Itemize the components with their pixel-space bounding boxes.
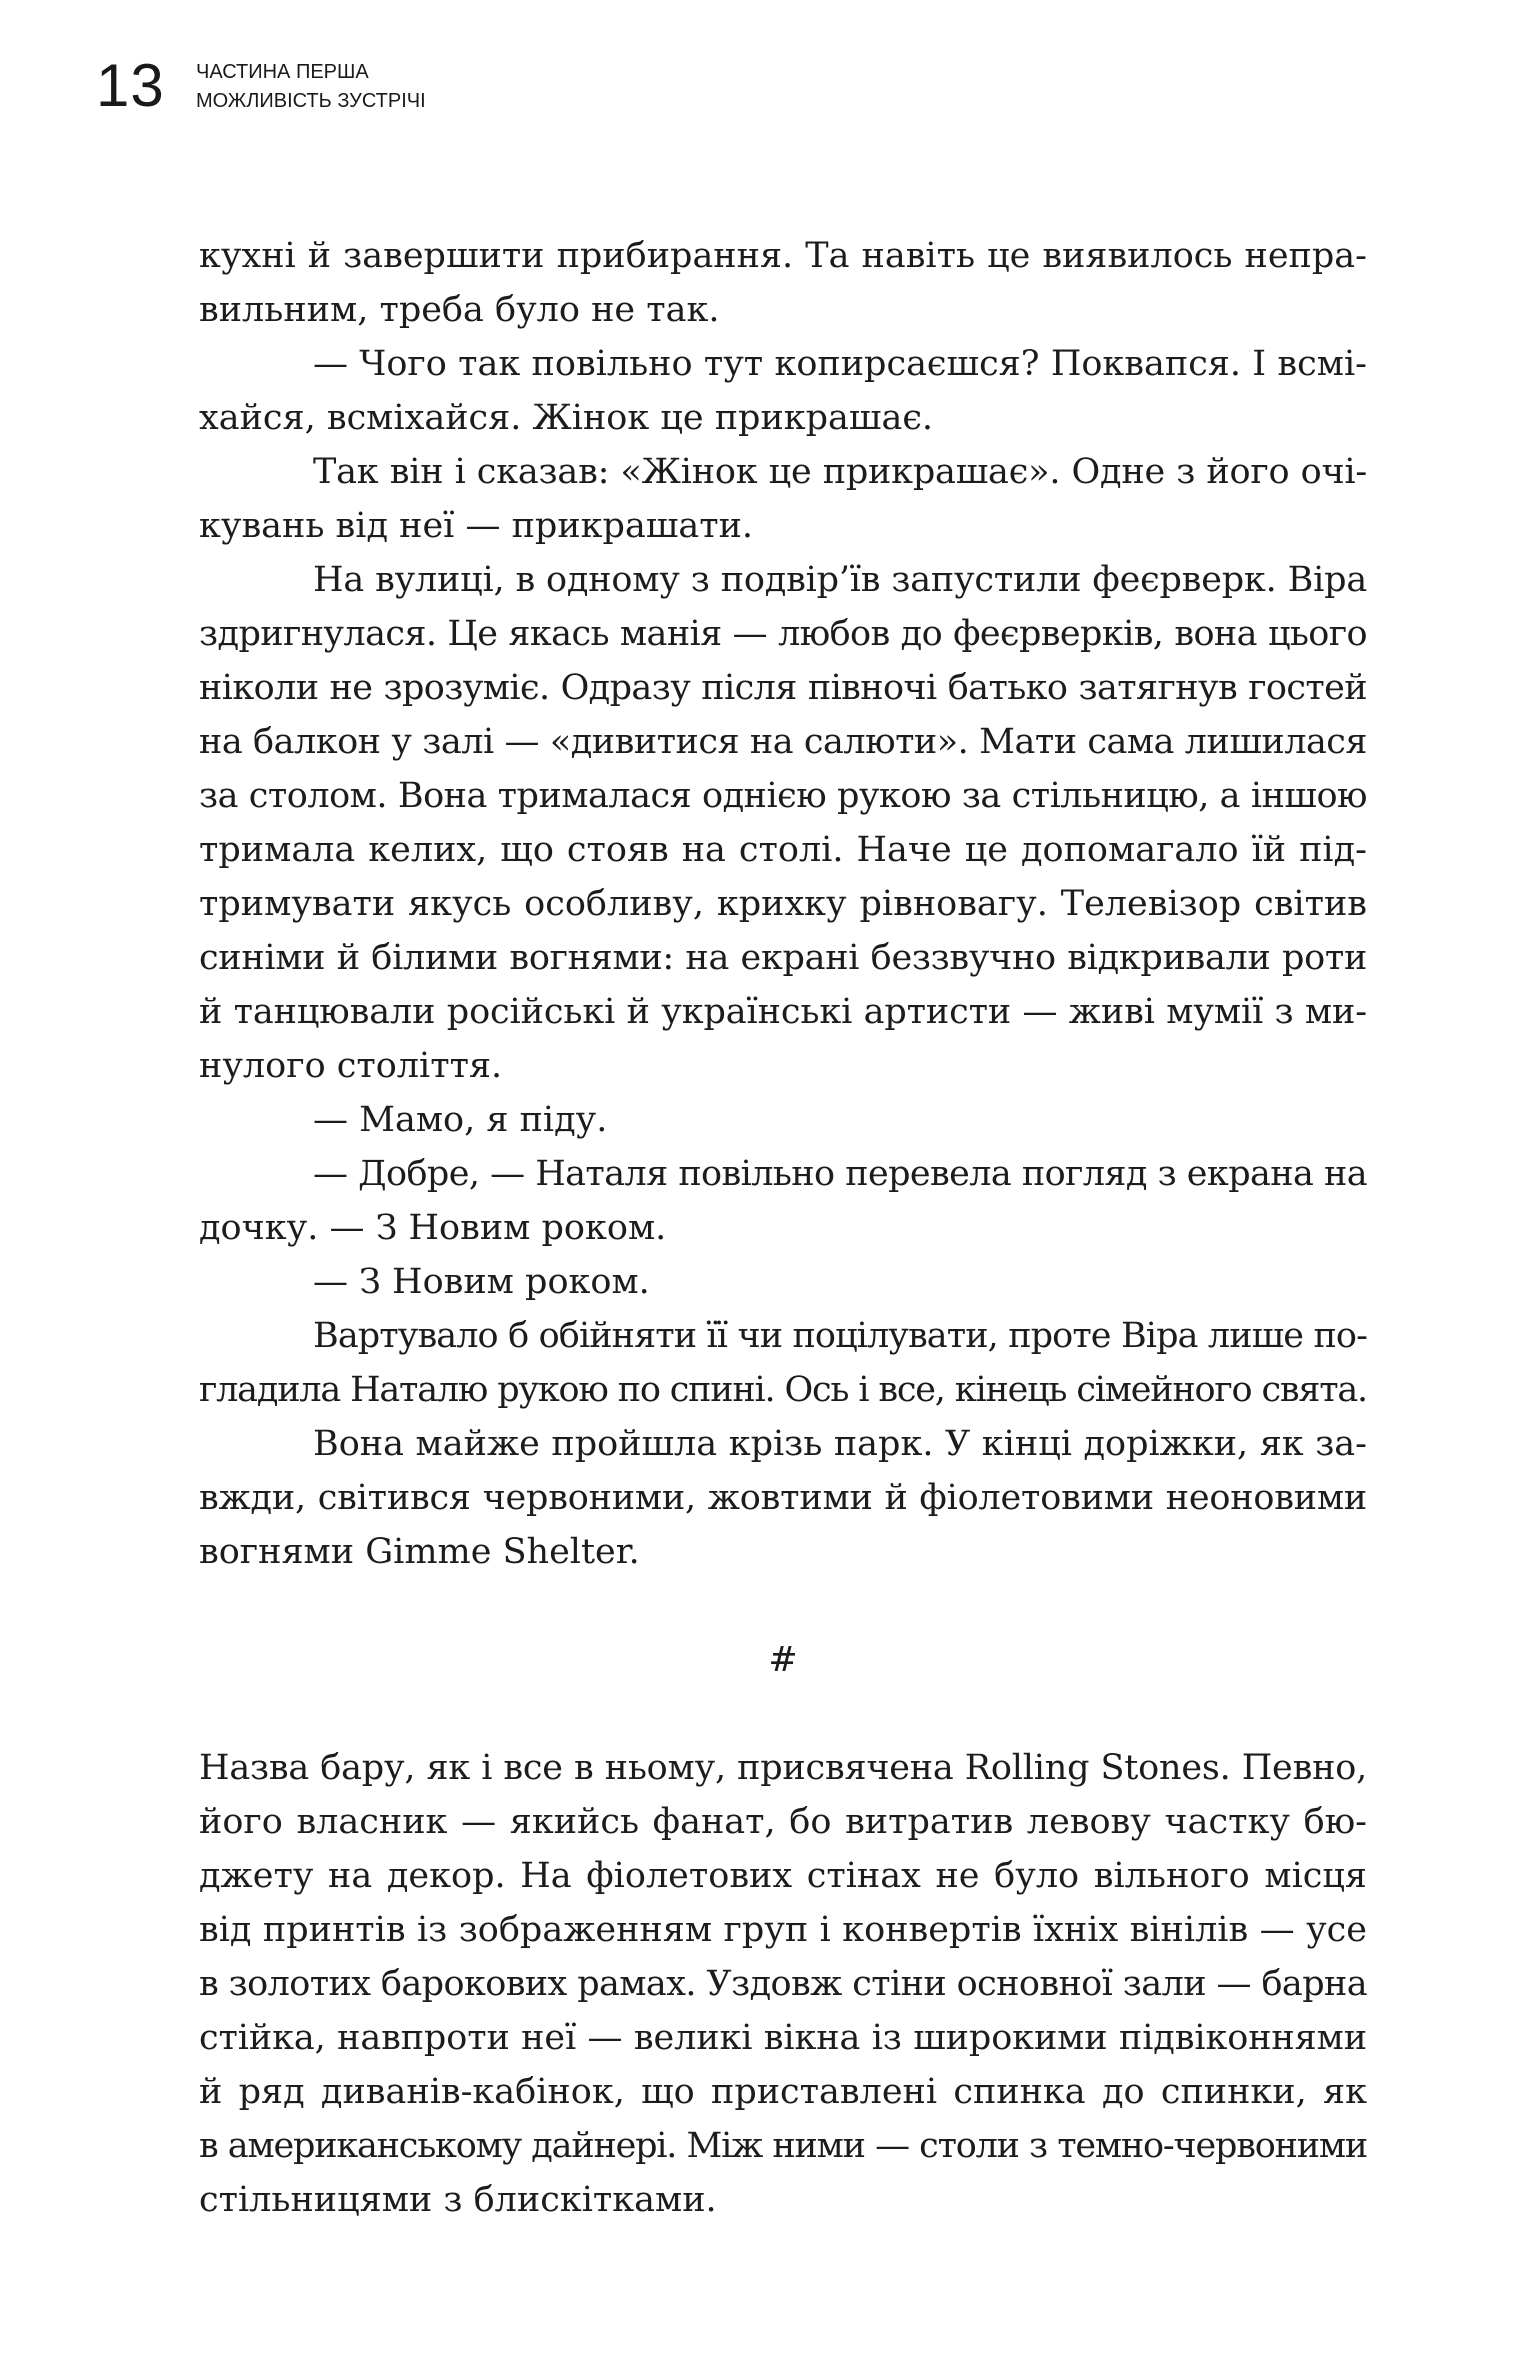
- text-line: На вулиці, в одному з подвір’їв запустили феєрверк. Віра: [313, 560, 1367, 600]
- text-line: й ряд диванів-кабінок, що приставлені спинка до спинки, як: [199, 2072, 1367, 2112]
- text-line: вогнями Gimme Shelter.: [199, 1532, 640, 1572]
- text-line: ніколи не зрозуміє. Одразу після півночі батько затягнув гостей: [199, 668, 1367, 708]
- text-line: в золотих барокових рамах. Уздовж стіни основної зали — барна: [199, 1964, 1367, 2004]
- text-line: здригнулася. Це якась манія — любов до феєрверків, вона цього: [199, 614, 1367, 654]
- running-head: [196, 58, 696, 116]
- part-title: ЧАСТИНА ПЕРША: [196, 61, 369, 83]
- text-line: Вартувало б обійняти її чи поцілувати, проте Віра лише по-: [313, 1316, 1367, 1356]
- text-line: Вона майже пройшла крізь парк. У кінці доріжки, як за-: [313, 1424, 1367, 1464]
- text-line: гладила Наталю рукою по спині. Ось і все, кінець сімейного свята.: [199, 1370, 1367, 1410]
- text-line: Так він і сказав: «Жінок це прикрашає». Одне з його очі-: [313, 452, 1367, 492]
- text-line: — Чого так повільно тут копирсаєшся? Поквапся. І всмі-: [313, 344, 1367, 384]
- text-line: стільницями з блискітками.: [199, 2180, 717, 2220]
- text-line: синіми й білими вогнями: на екрані беззвучно відкривали роти: [199, 938, 1367, 978]
- text-line: його власник — якийсь фанат, бо витратив левову частку бю-: [199, 1802, 1367, 1842]
- text-line: й танцювали російські й українські артисти — живі мумії з ми-: [199, 992, 1367, 1032]
- text-line: Назва бару, як і все в ньому, присвячена Rolling Stones. Певно,: [199, 1748, 1367, 1788]
- body-text: [199, 229, 1367, 2227]
- text-line: стійка, навпроти неї — великі вікна із широкими підвіконнями: [199, 2018, 1367, 2058]
- text-line: — З Новим роком.: [313, 1262, 650, 1302]
- section-2: [199, 1741, 1367, 2227]
- text-line: кухні й завершити прибирання. Та навіть це виявилось непра-: [199, 236, 1367, 276]
- text-line: вильним, треба було не так.: [199, 290, 720, 330]
- section-separator: #: [768, 1640, 798, 1680]
- page-number: 13: [96, 52, 165, 119]
- text-line: на балкон у залі — «дивитися на салюти». Мати сама лишилася: [199, 722, 1367, 762]
- section-1: [199, 229, 1367, 1579]
- text-line: кувань від неї — прикрашати.: [199, 506, 754, 546]
- text-line: джету на декор. На фіолетових стінах не було вільного місця: [199, 1856, 1367, 1896]
- text-line: тримала келих, що стояв на столі. Наче це допомагало їй під-: [199, 830, 1367, 870]
- text-line: від принтів із зображенням груп і конвертів їхніх вінілів — усе: [199, 1910, 1367, 1950]
- text-line: в американському дайнері. Між ними — столи з темно-червоними: [199, 2126, 1367, 2166]
- text-line: тримувати якусь особливу, крихку рівновагу. Телевізор світив: [199, 884, 1367, 924]
- text-line: хайся, всміхайся. Жінок це прикрашає.: [199, 398, 934, 438]
- text-line: — Добре, — Наталя повільно перевела погляд з екрана на: [313, 1154, 1367, 1194]
- text-line: дочку. — З Новим роком.: [199, 1208, 667, 1248]
- text-line: вжди, світився червоними, жовтими й фіолетовими неоновими: [199, 1478, 1367, 1518]
- text-line: нулого століття.: [199, 1046, 503, 1086]
- chapter-title: МОЖЛИВІСТЬ ЗУСТРІЧІ: [196, 90, 426, 112]
- text-line: за столом. Вона трималася однією рукою за стільницю, а іншою: [199, 776, 1367, 816]
- text-line: — Мамо, я піду.: [313, 1100, 608, 1140]
